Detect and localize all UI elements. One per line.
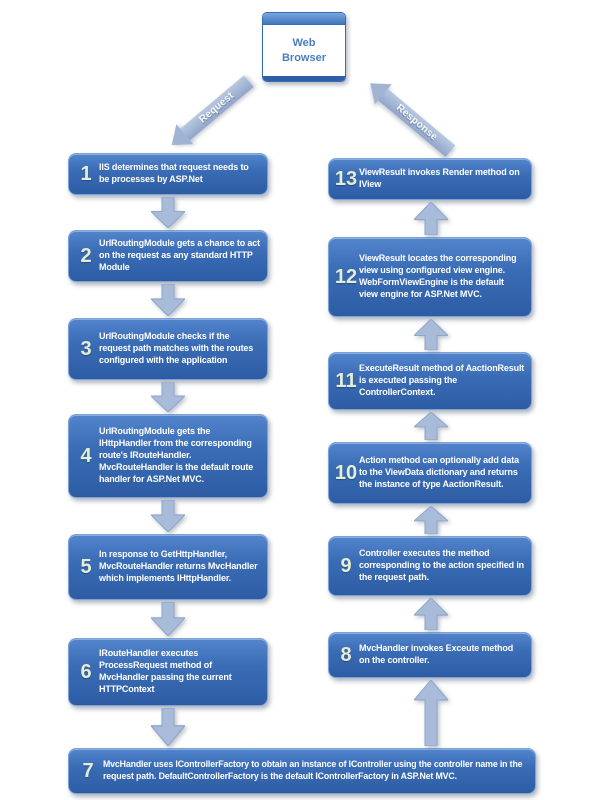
step-text: Action method can optionally add data to the ViewData dictionary and returns the instance of type AactionResult. bbox=[359, 455, 519, 489]
step-number: 8 bbox=[340, 643, 352, 666]
step-box-8 bbox=[328, 632, 532, 678]
arrow-down-6-7-icon bbox=[151, 708, 185, 746]
arrow-down-2-3-icon bbox=[151, 284, 185, 316]
step-text: ExecuteResult method of AactionResult is executed passing the ControllerContext. bbox=[359, 363, 525, 397]
step-box-7 bbox=[68, 748, 536, 794]
step-number: 9 bbox=[340, 554, 352, 577]
step-number: 11 bbox=[335, 369, 357, 392]
arrow-up-12-13-icon bbox=[414, 202, 448, 235]
step-text: UrlRoutingModule checks if the request path matches with the routes configured with the application bbox=[99, 331, 254, 365]
step-number: 6 bbox=[80, 660, 92, 683]
step-text: Controller executes the method corresponding to the action specified in the request path. bbox=[359, 548, 525, 582]
step-box-1 bbox=[68, 153, 268, 195]
step-number: 5 bbox=[80, 555, 92, 578]
browser-label: Web Browser bbox=[281, 36, 327, 64]
step-box-9 bbox=[328, 536, 532, 596]
arrow-down-3-4-icon bbox=[151, 382, 185, 412]
web-browser-window bbox=[262, 12, 346, 82]
step-number: 13 bbox=[334, 167, 358, 190]
step-box-5 bbox=[68, 534, 268, 600]
request-arrow-shaft bbox=[180, 75, 253, 140]
step-number: 2 bbox=[80, 244, 92, 267]
step-number: 10 bbox=[334, 461, 358, 484]
step-number: 12 bbox=[334, 265, 358, 288]
step-box-12 bbox=[328, 237, 532, 317]
arrow-up-11-12-icon bbox=[414, 319, 448, 350]
step-box-3 bbox=[68, 318, 268, 380]
step-box-6 bbox=[68, 638, 268, 706]
step-text: UrlRoutingModule gets a chance to act on the request as any standard HTTP Module bbox=[99, 238, 260, 272]
step-text: UrlRoutingModule gets the IHttpHandler from the corresponding route's IRouteHandler. MvcRouteHandler is the default route handler for ASP.Net MVC. bbox=[99, 426, 254, 484]
step-box-11 bbox=[328, 352, 532, 410]
step-text: MvcHandler uses IControllerFactory to obtain an instance of IController using the controller name in the request path. DefaultControllerFactory is the default IControllerFactory in ASP.Net MVC. bbox=[103, 759, 523, 781]
response-arrow bbox=[362, 73, 459, 160]
step-box-2 bbox=[68, 230, 268, 282]
arrow-up-9-10-icon bbox=[414, 506, 448, 534]
arrow-up-7-8-icon bbox=[414, 680, 448, 746]
browser-titlebar bbox=[263, 13, 345, 25]
step-box-10 bbox=[328, 442, 532, 504]
step-text: ViewResult locates the corresponding view using configured view engine. WebFormViewEngine is the default view engine for ASP.Net MVC. bbox=[359, 253, 517, 299]
step-number: 4 bbox=[80, 444, 92, 467]
response-label: Response bbox=[394, 102, 440, 143]
arrow-up-8-9-icon bbox=[414, 598, 448, 630]
arrow-down-5-6-icon bbox=[151, 602, 185, 636]
arrow-down-4-5-icon bbox=[151, 500, 185, 532]
step-text: ViewResult invokes Render method on IView bbox=[359, 167, 520, 189]
step-number: 1 bbox=[80, 162, 92, 185]
step-number: 3 bbox=[80, 337, 92, 360]
step-text: MvcHandler invokes Exceute method on the controller. bbox=[359, 643, 514, 665]
response-arrow-shaft bbox=[378, 88, 455, 156]
arrow-up-10-11-icon bbox=[414, 412, 448, 440]
arrow-down-1-2-icon bbox=[151, 197, 185, 228]
step-text: In response to GetHttpHandler, MvcRouteHandler returns MvcHandler which implements IHttpHandler. bbox=[99, 549, 258, 583]
step-box-4 bbox=[68, 414, 268, 498]
step-text: IIS determines that request needs to be processes by ASP.Net bbox=[99, 162, 249, 184]
browser-bottombar bbox=[263, 76, 345, 81]
step-text: IRouteHandler executes ProcessRequest method of MvcHandler passing the current HTTPContext bbox=[99, 648, 232, 694]
request-label: Request bbox=[197, 89, 236, 126]
step-number: 7 bbox=[82, 759, 94, 782]
step-box-13 bbox=[328, 158, 532, 200]
request-arrow bbox=[163, 71, 256, 155]
